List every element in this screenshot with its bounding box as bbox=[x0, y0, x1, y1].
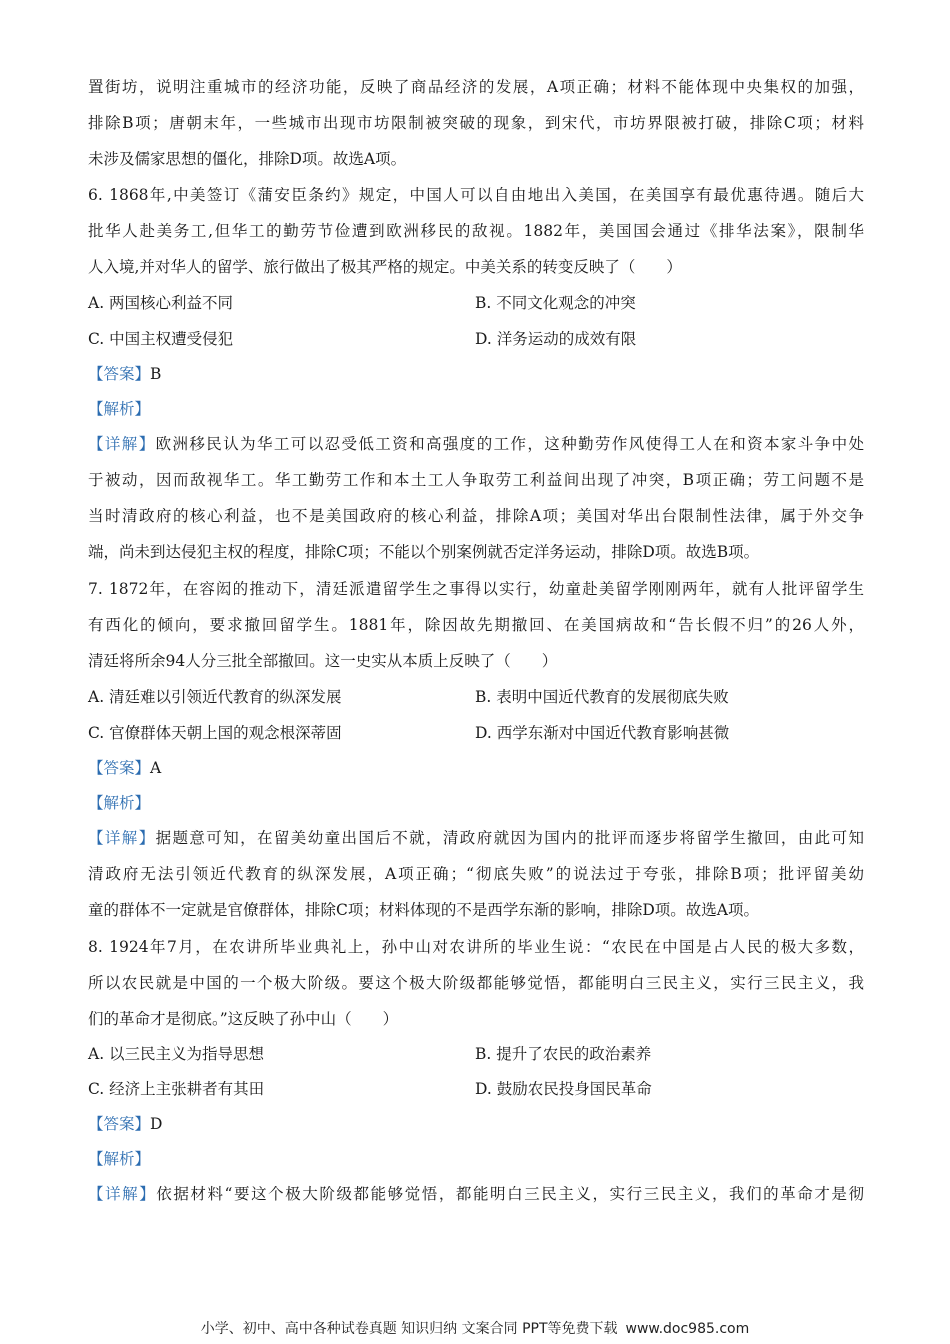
detail-label: 【详解】 bbox=[88, 435, 156, 453]
detail-text: 依据材料“要这个极大阶级都能够觉悟，都能明白三民主义，实行三民主义，我们的革命才是彻 bbox=[156, 1185, 864, 1203]
intro-line: 未涉及儒家思想的僵化，排除D项。故选A项。 bbox=[88, 150, 407, 168]
q6-option-c: C. 中国主权遭受侵犯 bbox=[88, 330, 234, 348]
q8-stem-line: 8. 1924年7月，在农讲所毕业典礼上，孙中山对农讲所的毕业生说：“农民在中国是占人民的极大多数， bbox=[88, 938, 864, 956]
q7-option-b: B. 表明中国近代教育的发展彻底失败 bbox=[475, 688, 729, 706]
page-footer bbox=[0, 1318, 950, 1338]
q8-stem-line: 们的革命才是彻底。”这反映了孙中山（ ） bbox=[88, 1010, 399, 1028]
q8-option-b: B. 提升了农民的政治素养 bbox=[475, 1045, 652, 1063]
q8-detail-line bbox=[88, 1181, 864, 1207]
detail-label: 【详解】 bbox=[88, 1185, 157, 1203]
footer-text: 小学、初中、高中各种试卷真题 知识归纳 文案合同 PPT等免费下载 bbox=[200, 1321, 618, 1337]
q6-detail-line: 端，尚未到达侵犯主权的程度，排除C项；不能以个别案例就否定洋务运动，排除D项。故选B项。 bbox=[88, 543, 760, 561]
answer-value: B bbox=[150, 365, 162, 383]
analysis-label: 【解析】 bbox=[88, 1150, 151, 1168]
q6-option-d: D. 洋务运动的成效有限 bbox=[475, 330, 637, 348]
analysis-label: 【解析】 bbox=[88, 400, 151, 418]
q7-detail-line bbox=[88, 825, 864, 851]
detail-label: 【详解】 bbox=[88, 829, 156, 847]
answer-label: 【答案】 bbox=[88, 365, 151, 383]
answer-label: 【答案】 bbox=[88, 759, 151, 777]
q8-analysis-label bbox=[88, 1146, 864, 1172]
answer-value: A bbox=[150, 759, 162, 777]
footer-link[interactable]: www.doc985.com bbox=[625, 1321, 750, 1337]
intro-line: 置街坊，说明注重城市的经济功能，反映了商品经济的发展，A项正确；材料不能体现中央集权的加强， bbox=[88, 78, 864, 96]
q6-option-a: A. 两国核心利益不同 bbox=[88, 294, 234, 312]
q7-stem-line: 有西化的倾向，要求撤回留学生。1881年，除因故先期撤回、在美国病故和“告长假不归”的26人外， bbox=[88, 616, 864, 634]
q6-stem-line: 6. 1868年,中美签订《蒲安臣条约》规定，中国人可以自由地出入美国，在美国享有最优惠待遇。随后大 bbox=[88, 186, 864, 204]
q7-stem-line: 清廷将所余94人分三批全部撤回。这一史实从本质上反映了（ ） bbox=[88, 652, 558, 670]
detail-text: 据题意可知，在留美幼童出国后不就，清政府就因为国内的批评而逐步将留学生撤回，由此可知 bbox=[155, 829, 864, 847]
q6-answer bbox=[88, 361, 864, 387]
q7-detail-line: 童的群体不一定就是官僚群体，排除C项；材料体现的不是西学东渐的影响，排除D项。故选A项。 bbox=[88, 901, 759, 919]
q7-answer bbox=[88, 755, 864, 781]
q6-analysis-label bbox=[88, 396, 864, 422]
q7-detail-line: 清政府无法引领近代教育的纵深发展，A项正确；“彻底失败”的说法过于夸张，排除B项；批评留美幼 bbox=[88, 865, 864, 883]
q8-answer bbox=[88, 1111, 864, 1137]
q6-detail-line: 于被动，因而敌视华工。华工勤劳工作和本土工人争取劳工利益间出现了冲突，B项正确；劳工问题不是 bbox=[88, 471, 864, 489]
q7-option-c: C. 官僚群体天朝上国的观念根深蒂固 bbox=[88, 724, 342, 742]
analysis-label: 【解析】 bbox=[88, 794, 151, 812]
q8-option-d: D. 鼓励农民投身国民革命 bbox=[475, 1080, 652, 1098]
q6-stem-line: 人入境,并对华人的留学、旅行做出了极其严格的规定。中美关系的转变反映了（ ） bbox=[88, 258, 682, 276]
q8-option-c: C. 经济上主张耕者有其田 bbox=[88, 1080, 265, 1098]
q6-detail-line bbox=[88, 431, 864, 457]
answer-value: D bbox=[150, 1115, 163, 1133]
q7-analysis-label bbox=[88, 790, 864, 816]
intro-line: 排除B项；唐朝末年，一些城市出现市坊限制被突破的现象，到宋代，市坊界限被打破，排除C项；材料 bbox=[88, 114, 864, 132]
q7-option-d: D. 西学东渐对中国近代教育影响甚微 bbox=[475, 724, 730, 742]
q8-stem-line: 所以农民就是中国的一个极大阶级。要这个极大阶级都能够觉悟，都能明白三民主义，实行三民主义，我 bbox=[88, 974, 864, 992]
q8-option-a: A. 以三民主义为指导思想 bbox=[88, 1045, 265, 1063]
q7-option-a: A. 清廷难以引领近代教育的纵深发展 bbox=[88, 688, 342, 706]
q6-stem-line: 批华人赴美务工,但华工的勤劳节俭遭到欧洲移民的敌视。1882年，美国国会通过《排华法案》，限制华 bbox=[88, 222, 864, 240]
answer-label: 【答案】 bbox=[88, 1115, 151, 1133]
q6-detail-line: 当时清政府的核心利益，也不是美国政府的核心利益，排除A项；美国对华出台限制性法律，属于外交争 bbox=[88, 507, 864, 525]
q6-option-b: B. 不同文化观念的冲突 bbox=[475, 294, 636, 312]
detail-text: 欧洲移民认为华工可以忍受低工资和高强度的工作，这种勤劳作风使得工人在和资本家斗争中处 bbox=[155, 435, 864, 453]
q7-stem-line: 7. 1872年，在容闳的推动下，清廷派遣留学生之事得以实行，幼童赴美留学刚刚两年，就有人批评留学生 bbox=[88, 580, 864, 598]
